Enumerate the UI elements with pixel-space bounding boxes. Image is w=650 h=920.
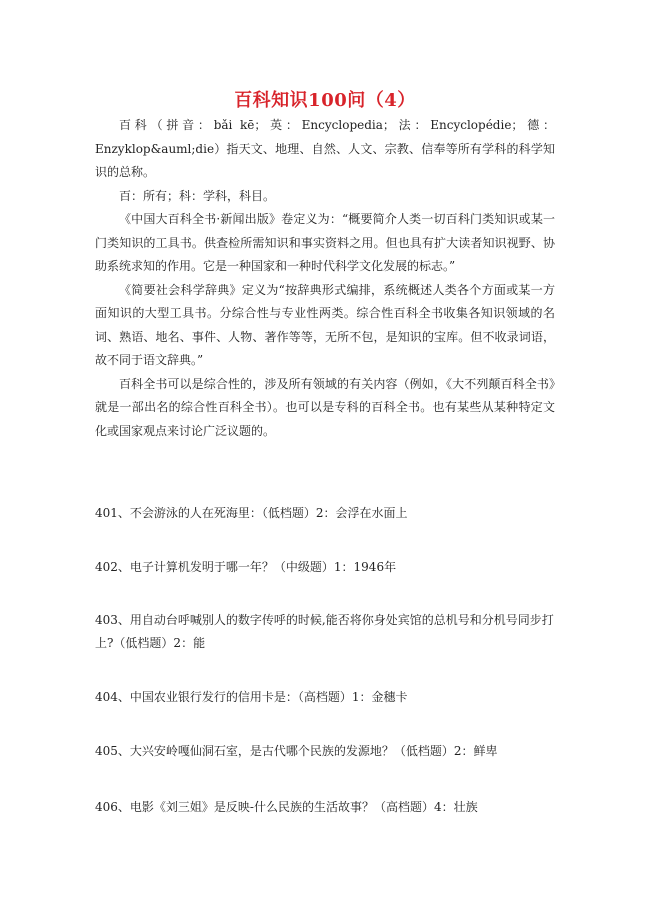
intro-paragraph-4: 《简要社会科学辞典》定义为“按辞典形式编排，系统概述人类各个方面或某一方面知识的大型工具书。分综合性与专业性两类。综合性百科全书收集各知识领域的名词、熟语、地名、事件、人物、著作等等，无所不包，是知识的宝库。但不收录词语，故不同于语文辞典。” <box>95 282 555 367</box>
intro-paragraph-2: 百：所有；科：学科，科目。 <box>119 188 276 203</box>
intro-paragraph-1-rest: Enzyklop&auml;die）指天文、地理、自然、人文、宗教、信奉等所有学科的科学知识的总称。 <box>95 141 555 179</box>
intro-paragraph-5: 百科全书可以是综合性的，涉及所有领域的有关内容（例如，《大不列颠百科全书》就是一部出名的综合性百科全书）。也可以是专科的百科全书。也有某些从某种特定文化或国家观点来讨论广泛议题的。 <box>95 376 555 438</box>
intro-paragraph-3: 《中国大百科全书·新闻出版》卷定义为：“概要简介人类一切百科门类知识或某一门类知识的工具书。供查检所需知识和事实资料之用。但也具有扩大读者知识视野、协助系统求知的作用。它是一种国家和一种时代科学文化发展的标志。” <box>95 212 555 273</box>
intro-paragraph-1-line-1: 百科（拼音：bǎi kē；英：Encyclopedia；法：Encyclopédie；德： <box>119 118 555 132</box>
question-403: 403、用自动台呼喊别人的数字传呼的时候,能否将你身处宾馆的总机号和分机号同步打上?（低档题）2：能 <box>95 613 554 650</box>
question-401: 401、不会游泳的人在死海里：（低档题）2：会浮在水面上 <box>95 506 408 520</box>
question-402: 402、电子计算机发明于哪一年？（中级题）1：1946年 <box>95 560 397 574</box>
document-title: 百科知识100问（4） <box>234 90 416 111</box>
question-404: 404、中国农业银行发行的信用卡是：（高档题）1：金穗卡 <box>95 690 408 704</box>
question-406: 406、电影《刘三姐》是反映-什么民族的生活故事？（高档题）4：壮族 <box>95 800 478 814</box>
question-405: 405、大兴安岭嘎仙洞石室，是古代哪个民族的发源地？（低档题）2：鲜卑 <box>95 744 498 758</box>
intro-section <box>95 114 555 443</box>
